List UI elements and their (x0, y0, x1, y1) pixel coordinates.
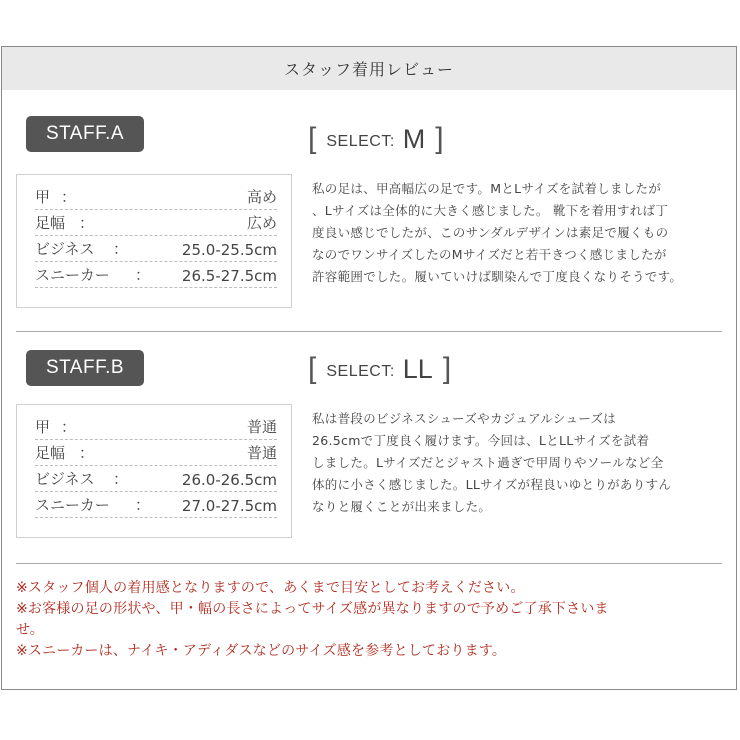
select-size: LL (402, 353, 433, 384)
staff-a-tag-label: STAFF.A (45, 123, 125, 144)
review-line: 26.5cmで丁度良く履けます。今回は、LとLLサイズを試着 (312, 433, 650, 448)
staff-a-tag (26, 116, 144, 152)
staff-b-spec-box (16, 404, 292, 538)
spec-separator: ： (135, 496, 151, 514)
note-line: せ。 (16, 622, 44, 638)
spec-value: 26.0-26.5cm (181, 471, 277, 489)
review-line: しました。Lサイズだとジャスト過ぎで甲周りやソールなど全 (312, 455, 664, 470)
spec-separator: ： (113, 240, 129, 258)
note-line: ※スニーカーは、ナイキ・アディダスなどのサイズ感を参考としております。 (16, 643, 507, 659)
spec-value: 25.0-25.5cm (181, 241, 277, 259)
spec-row-sneaker (35, 493, 277, 518)
spec-label: スニーカー (35, 266, 110, 284)
select-label: SELECT: (326, 133, 395, 150)
spec-label: ビジネス (35, 470, 95, 488)
staff-a-review (312, 178, 722, 288)
spec-row-instep (35, 415, 277, 440)
spec-separator: ： (135, 266, 151, 284)
section-header (1, 46, 737, 90)
spec-separator: ： (61, 188, 77, 206)
review-line: 私の足は、甲高幅広の足です。MとLサイズを試着しましたが (312, 181, 662, 196)
staff-a-selected-size (308, 122, 444, 156)
note-line: ※スタッフ個人の着用感となりますので、あくまで目安としてお考えください。 (16, 580, 525, 596)
select-size: M (402, 123, 426, 154)
review-line: 許容範囲でした。履いていけば馴染んで丁度良くなりそうです。 (312, 269, 683, 284)
spec-separator: ： (79, 444, 95, 462)
section-title: スタッフ着用レビュー (283, 60, 454, 79)
review-line: なのでワンサイズしたのMサイズだと若干きつく感じましたが (312, 247, 667, 262)
review-line: 体的に小さく感じました。LLサイズが程良いゆとりがありすん (312, 477, 672, 492)
spec-row-width (35, 211, 277, 236)
spec-row-width (35, 441, 277, 466)
spec-value: 広め (246, 214, 277, 232)
bracket-close: ] (435, 122, 444, 155)
spec-label: ビジネス (35, 240, 95, 258)
spec-row-business (35, 237, 277, 262)
bracket-open: [ (308, 122, 317, 155)
review-line: 私は普段のビジネスシューズやカジュアルシューズは (312, 411, 617, 426)
staff-b-selected-size (308, 352, 451, 386)
spec-label: 足幅 (35, 444, 66, 462)
staff-a-spec-box (16, 174, 292, 308)
spec-value: 普通 (246, 418, 277, 436)
spec-value: 26.5-27.5cm (181, 267, 277, 285)
review-line: 度良い感じでしたが、このサンダルデザインは素足で履くもの (312, 225, 669, 240)
review-line: なりと履くことが出来ました。 (312, 499, 492, 514)
spec-separator: ： (79, 214, 95, 232)
note-line: ※お客様の足の形状や、甲・幅の長さによってサイズ感が異なりますので予めご了承下さいま (16, 601, 609, 617)
staff-b-tag (26, 350, 144, 386)
spec-row-business (35, 467, 277, 492)
bracket-open: [ (308, 352, 317, 385)
notes-section (16, 578, 722, 662)
spec-row-sneaker (35, 263, 277, 288)
spec-row-instep (35, 185, 277, 210)
spec-separator: ： (113, 470, 129, 488)
spec-label: 足幅 (35, 214, 66, 232)
spec-separator: ： (61, 418, 77, 436)
spec-label: 甲 (35, 418, 51, 436)
spec-value: 普通 (246, 444, 277, 462)
review-line: 、Lサイズは全体的に大きく感じました。 靴下を着用すれば丁 (312, 203, 669, 218)
spec-label: スニーカー (35, 496, 110, 514)
spec-value: 27.0-27.5cm (181, 497, 277, 515)
notes-divider (16, 563, 722, 564)
spec-label: 甲 (35, 188, 51, 206)
staff-b-review (312, 408, 722, 518)
select-label: SELECT: (326, 363, 395, 380)
staff-divider (16, 331, 722, 332)
staff-b-tag-label: STAFF.B (45, 357, 125, 378)
spec-value: 高め (246, 188, 277, 206)
bracket-close: ] (442, 352, 452, 385)
